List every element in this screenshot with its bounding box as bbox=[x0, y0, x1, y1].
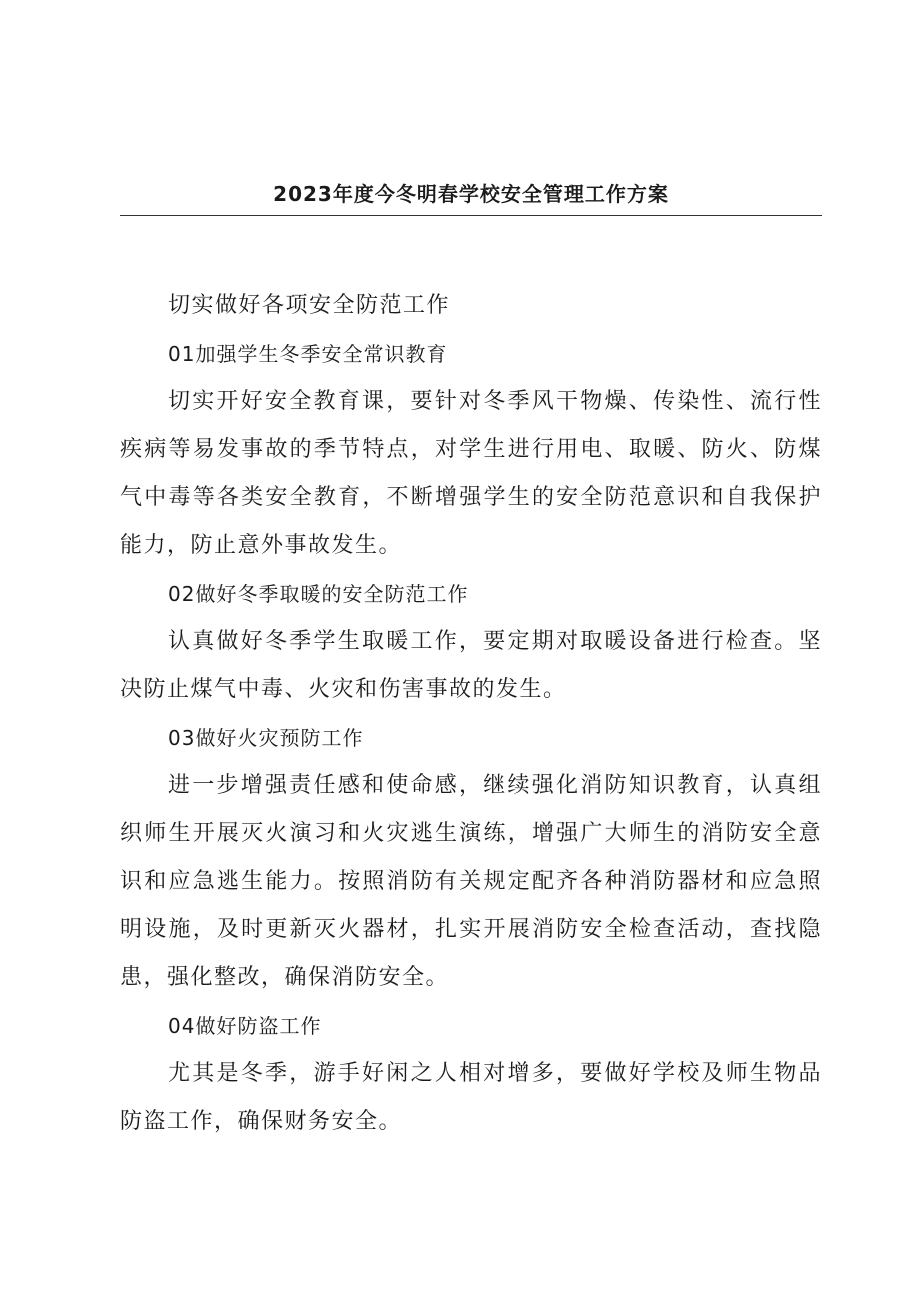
document-body bbox=[120, 282, 822, 1146]
section-body-02: 认真做好冬季学生取暖工作，要定期对取暖设备进行检查。坚决防止煤气中毒、火灾和伤害事故的发生。 bbox=[120, 629, 822, 702]
section-body-04: 尤其是冬季，游手好闲之人相对增多，要做好学校及师生物品防盗工作，确保财务安全。 bbox=[120, 1061, 822, 1134]
section-heading-02: 02做好冬季取暖的安全防范工作 bbox=[168, 582, 469, 606]
section-body-03: 进一步增强责任感和使命感，继续强化消防知识教育，认真组织师生开展灭火演习和火灾逃生演练，增强广大师生的消防安全意识和应急逃生能力。按照消防有关规定配齐各种消防器材和应急照明设施，及时更新灭火器材，扎实开展消防安全检查活动，查找隐患，强化整改，确保消防安全。 bbox=[120, 773, 822, 990]
section-heading-04: 04做好防盗工作 bbox=[168, 1014, 322, 1038]
title-underline bbox=[120, 215, 822, 216]
intro-paragraph: 切实做好各项安全防范工作 bbox=[168, 293, 451, 318]
section-heading-03: 03做好火灾预防工作 bbox=[168, 726, 364, 750]
section-heading-01: 01加强学生冬季安全常识教育 bbox=[168, 342, 448, 366]
document-title: 2023年度今冬明春学校安全管理工作方案 bbox=[273, 182, 669, 206]
section-body-01: 切实开好安全教育课，要针对冬季风干物燥、传染性、流行性疾病等易发事故的季节特点，对学生进行用电、取暖、防火、防煤气中毒等各类安全教育，不断增强学生的安全防范意识和自我保护能力，防止意外事故发生。 bbox=[120, 389, 822, 558]
